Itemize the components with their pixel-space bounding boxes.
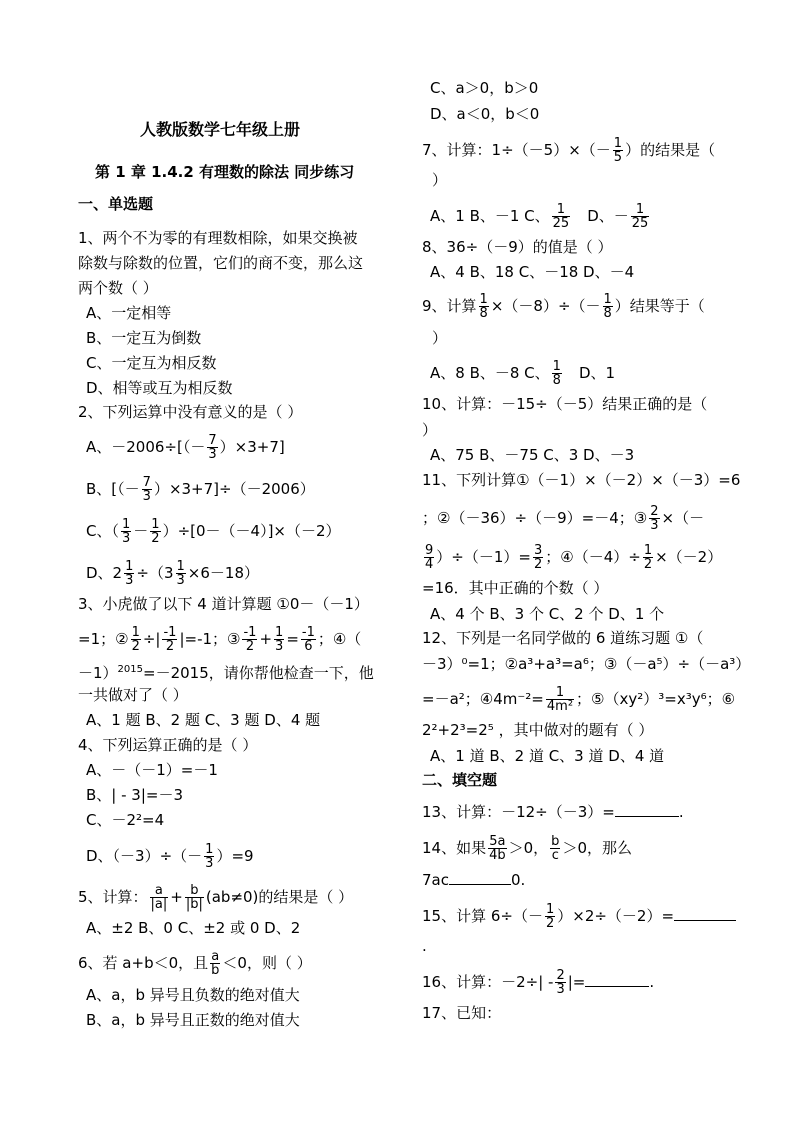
q6-option-a: A、a，b 异号且负数的绝对值大 xyxy=(86,986,300,1004)
q1-option-b: B、一定互为倒数 xyxy=(86,329,202,347)
q5-stem: 5、计算： $\frac{a}{|a|}$ + $\frac{b}{|b|}$ (ab≠0)的结果是（ ） xyxy=(78,883,354,912)
q14-stem: 14、如果 $\frac{5a}{4b}$ ＞0， $\frac{b}{c}$ ＞0，那么 xyxy=(422,834,632,863)
q2-option-d: D、2 $\frac{1}{3}$ ÷（3 $\frac{1}{3}$ ×6－18） xyxy=(86,559,259,588)
q7-stem-cont: ） xyxy=(432,171,448,189)
q4-option-a: A、－（－1）=－1 xyxy=(86,761,218,779)
q3-line3: －1）$^{2015}$=－2015，请你帮他检查一下，他 xyxy=(78,664,374,682)
q7-options: A、1 B、－1 C、 $\frac{1}{25}$ D、－ $\frac{1}{25}$ xyxy=(430,202,649,231)
q1-option-d: D、相等或互为相反数 xyxy=(86,379,233,397)
q10-stem: 10、计算：－15÷（－5）结果正确的是（ xyxy=(422,395,708,413)
q3-line4: 一共做对了（ ） xyxy=(78,686,188,704)
q14-stem-cont: 7ac 0. xyxy=(422,871,526,889)
q11-line3: $\frac{9}{4}$ ）÷（－1）= $\frac{3}{2}$ ；④（－4）÷ $\frac{1}{2}$ ×（－2） xyxy=(425,543,723,572)
q11-options: A、4 个 B、3 个 C、2 个 D、1 个 xyxy=(430,605,665,623)
q11-line4: =16．其中正确的个数（ ） xyxy=(422,579,609,597)
q6-option-c: C、a＞0，b＞0 xyxy=(430,79,539,97)
q11-line1: 11、下列计算①（－1）×（－2）×（－3）=6 xyxy=(422,471,741,489)
q4-option-d: D、（－3）÷（－ $\frac{1}{3}$ ）=9 xyxy=(86,842,254,871)
q4-option-c: C、－2²=4 xyxy=(86,811,165,829)
q2-option-a: A、－2006÷[（－ $\frac{7}{3}$ ）×3+7] xyxy=(86,433,285,462)
q16-answer-blank[interactable] xyxy=(585,972,649,987)
q1-line1: 1、两个不为零的有理数相除，如果交换被 xyxy=(78,229,358,247)
q6-option-b: B、a，b 异号且正数的绝对值大 xyxy=(86,1011,300,1029)
q16-stem: 16、计算：－2÷| - $\frac{2}{3}$ |= . xyxy=(422,968,655,997)
q3-options: A、1 题 B、2 题 C、3 题 D、4 题 xyxy=(86,711,321,729)
q14-answer-blank[interactable] xyxy=(449,870,511,885)
q4-option-b: B、| - 3|=－3 xyxy=(86,786,184,804)
q8-stem: 8、36÷（－9）的值是（ ） xyxy=(422,238,613,256)
q2-stem: 2、下列运算中没有意义的是（ ） xyxy=(78,403,303,421)
q2-option-b: B、[（－ $\frac{7}{3}$ ）×3+7]÷（－2006） xyxy=(86,475,315,504)
q5-options: A、±2 B、0 C、±2 或 0 D、2 xyxy=(86,919,301,937)
q2-option-c: C、（ $\frac{1}{3}$ － $\frac{1}{2}$ ）÷[0－（－4）]×（－2） xyxy=(86,517,341,546)
q3-line1: 3、小虎做了以下 4 道计算题 ①0－（－1） xyxy=(78,595,369,613)
q15-period: . xyxy=(422,937,427,955)
q12-line3: =－a²；④4m⁻²= $\frac{1}{\text{4m²}}$ ；⑤（xy²）³=x³y⁶；⑥ xyxy=(422,685,736,714)
q12-line4: 2²+2³=2⁵ ，其中做对的题有（ ） xyxy=(422,721,654,739)
q12-options: A、1 道 B、2 道 C、3 道 D、4 道 xyxy=(430,747,665,765)
q7-stem: 7、计算：1÷（－5）×（－ $\frac{1}{5}$ ）的结果是（ xyxy=(422,136,716,165)
page-subtitle: 第 1 章 1.4.2 有理数的除法 同步练习 xyxy=(95,163,355,181)
q1-line3: 两个数（ ） xyxy=(78,279,158,297)
q13-answer-blank[interactable] xyxy=(615,802,679,817)
q9-stem: 9、计算 $\frac{1}{8}$ ×（－8）÷（－ $\frac{1}{8}$ ）结果等于（ xyxy=(422,292,705,321)
q9-stem-cont: ） xyxy=(432,329,448,347)
q6-stem: 6、若 a+b＜0，且 $\frac{a}{b}$ ＜0，则（ ） xyxy=(78,949,312,978)
q15-answer-blank[interactable] xyxy=(674,906,736,921)
q10-stem-cont: ） xyxy=(422,421,438,439)
q6-option-d: D、a＜0，b＜0 xyxy=(430,105,540,123)
q4-stem: 4、下列运算正确的是（ ） xyxy=(78,736,258,754)
q12-line2: －3）⁰=1；②a³+a³=a⁶；③（－a⁵）÷（－a³） xyxy=(422,655,751,673)
q1-option-a: A、一定相等 xyxy=(86,304,172,322)
q8-options: A、4 B、18 C、－18 D、－4 xyxy=(430,263,635,281)
q1-option-c: C、一定互为相反数 xyxy=(86,354,217,372)
page-title: 人教版数学七年级上册 xyxy=(140,120,301,139)
section-fill-blank: 二、填空题 xyxy=(422,771,498,789)
q11-line2: ；②（－36）÷（－9）=－4；③ $\frac{2}{3}$ ×（－ xyxy=(422,504,705,533)
q10-options: A、75 B、－75 C、3 D、－3 xyxy=(430,446,635,464)
q13-stem: 13、计算：－12÷（－3）= . xyxy=(422,803,684,821)
q3-line2: =1；② $\frac{1}{2}$ ÷| $\frac{-1}{2}$ |=-1；③ $\frac{-1}{2}$ + $\frac{1}{3}$ = $\frac{-1}{6}$ ；④（ xyxy=(78,625,362,654)
q9-options: A、8 B、－8 C、 $\frac{1}{8}$ D、1 xyxy=(430,359,616,388)
q17-stem: 17、已知： xyxy=(422,1004,502,1022)
section-single-choice: 一、单选题 xyxy=(78,195,154,213)
q1-line2: 除数与除数的位置，它们的商不变，那么这 xyxy=(78,254,364,272)
q15-stem: 15、计算 6÷（－ $\frac{1}{2}$ ）×2÷（－2）= xyxy=(422,903,736,930)
q12-line1: 12、下列是一名同学做的 6 道练习题 ①（ xyxy=(422,629,704,647)
